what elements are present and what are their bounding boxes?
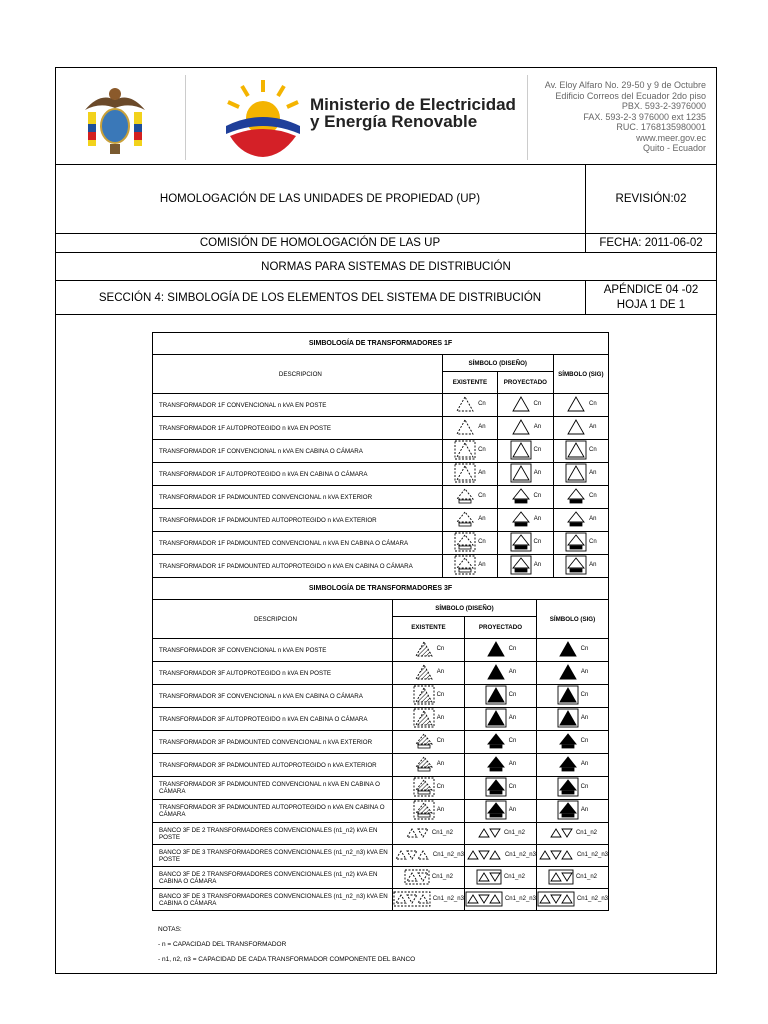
transformer-symbol-icon: [565, 417, 596, 437]
symbol-label: An: [589, 562, 597, 568]
table-row: [153, 555, 609, 578]
document-title: HOMOLOGACIÓN DE LAS UNIDADES DE PROPIEDAD (UP): [159, 193, 481, 205]
note-item: - n1, n2, n3 = CAPACIDAD DE CADA TRANSFORMADOR COMPONENTE DEL BANCO: [158, 956, 416, 963]
existing-symbol: [392, 662, 464, 685]
symbol-label: An: [589, 470, 597, 476]
symbol-label: An: [436, 807, 445, 813]
address-line: Av. Eloy Alfaro No. 29-50 y 9 de Octubre: [544, 80, 706, 90]
sig-symbol: [536, 845, 608, 867]
existing-symbol: [392, 639, 464, 662]
table-row: [153, 685, 609, 708]
symbol-label: An: [436, 715, 445, 721]
symbol-label: Cn: [589, 493, 597, 499]
symbol-label: Cn: [436, 738, 445, 744]
projected-symbol: [464, 889, 536, 911]
transformer-symbol-icon: [548, 825, 597, 841]
transformer-symbol-icon: [454, 440, 486, 460]
transformer-symbol-icon: [510, 394, 542, 414]
table-row: [153, 532, 609, 555]
projected-symbol: [464, 823, 536, 845]
row-description: TRANSFORMADOR 3F AUTOPROTEGIDO n kVA EN POSTE: [153, 662, 393, 685]
sig-symbol: [553, 486, 608, 509]
transformer-symbol-icon: [510, 532, 542, 552]
symbol-label: Cn: [436, 784, 445, 790]
symbol-label: An: [478, 424, 486, 430]
projected-symbol: [498, 417, 554, 440]
address-line: FAX. 593-2-3 976000 ext 1235: [583, 111, 706, 122]
transformer-symbol-icon: [485, 662, 516, 682]
symbol-label: An: [533, 516, 542, 522]
existing-symbol: [442, 463, 497, 486]
table-row: [153, 777, 609, 800]
transformer-symbol-icon: [565, 532, 597, 552]
symbol-label: Cn: [533, 493, 542, 499]
symbol-label: An: [533, 424, 542, 430]
table-row: [153, 708, 609, 731]
transformer-symbol-icon: [485, 777, 517, 797]
symbol-label: An: [508, 715, 517, 721]
projected-symbol: [464, 731, 536, 754]
transformer-symbol-icon: [537, 847, 608, 863]
projected-symbol: [464, 708, 536, 731]
table-3f: [152, 577, 609, 911]
transformer-symbol-icon: [565, 463, 596, 483]
transformer-symbol-icon: [510, 555, 541, 575]
transformer-symbol-icon: [454, 417, 485, 437]
sig-symbol: [536, 639, 608, 662]
row-description: BANCO 3F DE 2 TRANSFORMADORES CONVENCIONALES (n1_n2) kVA EN CABINA O CÁMARA: [153, 867, 393, 889]
projected-symbol: [464, 754, 536, 777]
symbol-label: An: [533, 470, 542, 476]
transformer-symbol-icon: [485, 685, 517, 705]
existing-symbol: [392, 823, 464, 845]
transformer-symbol-icon: [413, 708, 444, 728]
symbol-label: Cn1_n2: [503, 829, 525, 836]
symbol-label: An: [478, 562, 486, 568]
sig-symbol: [553, 394, 608, 417]
coat-of-arms-icon: [80, 82, 150, 157]
existing-symbol: [442, 555, 497, 578]
transformer-symbol-icon: [557, 662, 588, 682]
transformer-symbol-icon: [485, 708, 516, 728]
existing-symbol: [392, 685, 464, 708]
table-row: [153, 731, 609, 754]
col-sig: SÍMBOLO (SIG): [536, 600, 608, 639]
sig-symbol: [536, 662, 608, 685]
col-existing: EXISTENTE: [392, 617, 464, 639]
existing-symbol: [392, 708, 464, 731]
sig-symbol: [553, 509, 608, 532]
transformer-symbol-icon: [465, 891, 536, 907]
symbol-label: Cn1_n2_n3: [504, 851, 536, 858]
existing-symbol: [392, 845, 464, 867]
ministry-name: [310, 96, 516, 130]
table-row: [153, 509, 609, 532]
transformer-symbol-icon: [557, 731, 589, 751]
symbol-label: Cn: [478, 447, 486, 453]
projected-symbol: [464, 685, 536, 708]
transformer-symbol-icon: [393, 847, 464, 863]
symbol-label: An: [508, 669, 517, 675]
projected-symbol: [498, 486, 554, 509]
existing-symbol: [392, 867, 464, 889]
transformer-symbol-icon: [413, 639, 445, 659]
address-line: RUC. 1768135980001: [616, 122, 706, 132]
table-row: [153, 754, 609, 777]
symbol-label: Cn: [589, 539, 597, 545]
transformer-symbol-icon: [413, 777, 445, 797]
row-description: TRANSFORMADOR 3F PADMOUNTED AUTOPROTEGIDO n kVA EXTERIOR: [153, 754, 393, 777]
col-projected: PROYECTADO: [498, 372, 554, 394]
col-sig: SÍMBOLO (SIG): [553, 355, 608, 394]
symbol-label: Cn1_n2_n3: [432, 895, 464, 902]
col-existing: EXISTENTE: [442, 372, 497, 394]
transformer-symbol-icon: [565, 555, 596, 575]
transformer-symbol-icon: [485, 800, 516, 820]
sig-symbol: [536, 731, 608, 754]
table-row: [153, 867, 609, 889]
projected-symbol: [464, 639, 536, 662]
sig-symbol: [553, 417, 608, 440]
symbol-label: Cn: [508, 738, 517, 744]
address-line: PBX. 593-2-3976000: [621, 101, 706, 111]
existing-symbol: [442, 486, 497, 509]
symbol-label: Cn1_n2: [431, 873, 453, 880]
symbol-label: An: [436, 761, 445, 767]
row-description: TRANSFORMADOR 3F PADMOUNTED AUTOPROTEGIDO n kVA EN CABINA O CÁMARA: [153, 800, 393, 823]
symbol-label: Cn: [589, 447, 597, 453]
norms: NORMAS PARA SISTEMAS DE DISTRIBUCIÓN: [261, 260, 511, 273]
address-line: Edificio Correos del Ecuador 2do piso: [555, 90, 706, 101]
row-description: TRANSFORMADOR 3F PADMOUNTED CONVENCIONAL n kVA EXTERIOR: [153, 731, 393, 754]
existing-symbol: [442, 394, 497, 417]
projected-symbol: [464, 867, 536, 889]
transformer-symbol-icon: [557, 639, 589, 659]
address-block: [506, 80, 706, 154]
transformer-symbol-icon: [413, 685, 445, 705]
projected-symbol: [464, 777, 536, 800]
transformer-symbol-icon: [404, 825, 453, 841]
symbol-label: Cn: [478, 401, 486, 407]
symbol-label: An: [436, 669, 445, 675]
symbol-label: Cn: [478, 493, 486, 499]
revision: REVISIÓN:02: [615, 193, 687, 205]
symbol-label: Cn: [478, 539, 486, 545]
transformer-symbol-icon: [476, 825, 525, 841]
projected-symbol: [498, 440, 554, 463]
transformer-symbol-icon: [454, 463, 485, 483]
sig-symbol: [536, 754, 608, 777]
notes-title: NOTAS:: [158, 926, 182, 933]
symbol-label: Cn1_n2_n3: [576, 851, 608, 858]
transformer-symbol-icon: [557, 708, 588, 728]
symbol-label: Cn: [533, 447, 542, 453]
symbol-label: Cn1_n2: [575, 829, 597, 836]
existing-symbol: [392, 800, 464, 823]
table-row: [153, 800, 609, 823]
transformer-symbol-icon: [548, 869, 597, 885]
symbol-label: Cn1_n2: [431, 829, 453, 836]
symbol-label: An: [589, 424, 597, 430]
existing-symbol: [442, 417, 497, 440]
existing-symbol: [442, 532, 497, 555]
table-row: [153, 417, 609, 440]
table-row: [153, 889, 609, 911]
transformer-symbol-icon: [510, 509, 541, 529]
symbol-label: An: [580, 669, 589, 675]
commission: COMISIÓN DE HOMOLOGACIÓN DE LAS UP: [199, 237, 441, 249]
col-desc: DESCRIPCION: [153, 600, 393, 639]
address-line: www.meer.gov.ec: [636, 132, 706, 143]
transformer-symbol-icon: [557, 777, 589, 797]
symbol-label: An: [478, 470, 486, 476]
symbol-label: Cn: [436, 692, 445, 698]
transformer-symbol-icon: [485, 754, 516, 774]
transformer-symbol-icon: [393, 891, 464, 907]
symbol-label: Cn: [533, 539, 542, 545]
row-description: BANCO 3F DE 3 TRANSFORMADORES CONVENCIONALES (n1_n2_n3) kVA EN POSTE: [153, 845, 393, 867]
transformer-symbol-icon: [565, 486, 597, 506]
symbol-label: An: [589, 516, 597, 522]
sig-symbol: [553, 532, 608, 555]
transformer-symbol-icon: [413, 731, 445, 751]
row-description: TRANSFORMADOR 1F AUTOPROTEGIDO n kVA EN POSTE: [153, 417, 443, 440]
transformer-symbol-icon: [465, 847, 536, 863]
projected-symbol: [498, 509, 554, 532]
row-description: TRANSFORMADOR 1F PADMOUNTED AUTOPROTEGIDO n kVA EXTERIOR: [153, 509, 443, 532]
symbol-label: Cn1_n2: [503, 873, 525, 880]
col-design: SÍMBOLO (DISEÑO): [442, 355, 553, 372]
table-row: [153, 823, 609, 845]
projected-symbol: [464, 662, 536, 685]
symbol-label: Cn: [580, 784, 589, 790]
symbol-label: An: [580, 807, 589, 813]
table-title: SIMBOLOGÍA DE TRANSFORMADORES 1F: [153, 333, 609, 355]
table-row: [153, 394, 609, 417]
address-line: Quito - Ecuador: [642, 143, 706, 153]
table-row: [153, 463, 609, 486]
symbol-label: Cn: [436, 646, 445, 652]
transformer-symbol-icon: [510, 486, 542, 506]
col-projected: PROYECTADO: [464, 617, 536, 639]
symbol-label: An: [478, 516, 486, 522]
symbol-label: Cn: [533, 401, 542, 407]
table-row: [153, 639, 609, 662]
transformer-symbol-icon: [565, 440, 597, 460]
section-title: SECCIÓN 4: SIMBOLOGÍA DE LOS ELEMENTOS DEL SISTEMA DE DISTRIBUCIÓN: [98, 291, 542, 304]
symbol-label: Cn1_n2_n3: [576, 895, 608, 902]
sig-symbol: [536, 823, 608, 845]
projected-symbol: [498, 394, 554, 417]
existing-symbol: [392, 731, 464, 754]
table-row: [153, 486, 609, 509]
row-description: TRANSFORMADOR 3F AUTOPROTEGIDO n kVA EN CABINA O CÁMARA: [153, 708, 393, 731]
sig-symbol: [536, 867, 608, 889]
table-1f: [152, 332, 609, 578]
existing-symbol: [392, 754, 464, 777]
sig-symbol: [536, 708, 608, 731]
appendix-block: [586, 281, 716, 314]
transformer-symbol-icon: [485, 639, 517, 659]
transformer-symbol-icon: [454, 509, 485, 529]
symbol-label: Cn: [508, 692, 517, 698]
transformer-symbol-icon: [413, 754, 444, 774]
row-description: TRANSFORMADOR 1F CONVENCIONAL n kVA EN POSTE: [153, 394, 443, 417]
symbol-label: Cn: [580, 692, 589, 698]
projected-symbol: [498, 555, 554, 578]
col-desc: DESCRIPCION: [153, 355, 443, 394]
row-description: BANCO 3F DE 2 TRANSFORMADORES CONVENCIONALES (n1_n2) kVA EN POSTE: [153, 823, 393, 845]
projected-symbol: [464, 845, 536, 867]
sig-symbol: [536, 777, 608, 800]
symbol-label: An: [533, 562, 542, 568]
symbol-label: Cn1_n2: [575, 873, 597, 880]
symbol-label: An: [508, 761, 517, 767]
transformer-symbol-icon: [557, 754, 588, 774]
table-title: SIMBOLOGÍA DE TRANSFORMADORES 3F: [153, 578, 609, 600]
col-design: SÍMBOLO (DISEÑO): [392, 600, 536, 617]
table-row: [153, 845, 609, 867]
symbol-label: An: [508, 807, 517, 813]
row-description: TRANSFORMADOR 1F AUTOPROTEGIDO n kVA EN CABINA O CÁMARA: [153, 463, 443, 486]
row-description: BANCO 3F DE 3 TRANSFORMADORES CONVENCIONALES (n1_n2_n3) kVA EN CABINA O CÁMARA: [153, 889, 393, 911]
transformer-symbol-icon: [476, 869, 525, 885]
note-item: - n = CAPACIDAD DEL TRANSFORMADOR: [158, 941, 287, 948]
symbol-label: An: [580, 761, 589, 767]
existing-symbol: [392, 889, 464, 911]
projected-symbol: [464, 800, 536, 823]
symbol-label: An: [580, 715, 589, 721]
transformer-symbol-icon: [565, 509, 596, 529]
row-description: TRANSFORMADOR 1F PADMOUNTED CONVENCIONAL n kVA EXTERIOR: [153, 486, 443, 509]
sig-symbol: [553, 555, 608, 578]
table-row: [153, 662, 609, 685]
row-description: TRANSFORMADOR 1F PADMOUNTED AUTOPROTEGIDO n kVA EN CABINA O CÁMARA: [153, 555, 443, 578]
existing-symbol: [392, 777, 464, 800]
symbol-label: Cn1_n2_n3: [504, 895, 536, 902]
symbol-label: Cn: [580, 646, 589, 652]
transformer-symbol-icon: [413, 800, 444, 820]
projected-symbol: [498, 532, 554, 555]
ministry-line1: Ministerio de Electricidad: [310, 95, 516, 114]
sig-symbol: [536, 889, 608, 911]
transformer-symbol-icon: [454, 532, 486, 552]
notes: [158, 922, 415, 967]
row-description: TRANSFORMADOR 1F PADMOUNTED CONVENCIONAL n kVA EN CABINA O CÁMARA: [153, 532, 443, 555]
sig-symbol: [553, 440, 608, 463]
transformer-symbol-icon: [454, 555, 485, 575]
transformer-symbol-icon: [454, 486, 486, 506]
sig-symbol: [536, 685, 608, 708]
symbol-label: Cn: [589, 401, 597, 407]
symbol-label: Cn1_n2_n3: [432, 851, 464, 858]
transformer-symbol-icon: [510, 417, 541, 437]
table-row: [153, 440, 609, 463]
sig-symbol: [536, 800, 608, 823]
sig-symbol: [553, 463, 608, 486]
ministry-logo-icon: [222, 78, 304, 160]
transformer-symbol-icon: [557, 685, 589, 705]
symbol-label: Cn: [508, 646, 517, 652]
symbol-label: Cn: [580, 738, 589, 744]
row-description: TRANSFORMADOR 1F CONVENCIONAL n kVA EN CABINA O CÁMARA: [153, 440, 443, 463]
transformer-symbol-icon: [510, 463, 541, 483]
projected-symbol: [498, 463, 554, 486]
existing-symbol: [442, 509, 497, 532]
transformer-symbol-icon: [565, 394, 597, 414]
transformer-symbol-icon: [537, 891, 608, 907]
transformer-symbol-icon: [557, 800, 588, 820]
row-description: TRANSFORMADOR 3F PADMOUNTED CONVENCIONAL n kVA EN CABINA O CÁMARA: [153, 777, 393, 800]
row-description: TRANSFORMADOR 3F CONVENCIONAL n kVA EN CABINA O CÁMARA: [153, 685, 393, 708]
transformer-symbol-icon: [413, 662, 444, 682]
appendix: APÉNDICE 04 -02: [603, 283, 699, 296]
symbol-label: Cn: [508, 784, 517, 790]
transformer-symbol-icon: [510, 440, 542, 460]
existing-symbol: [442, 440, 497, 463]
page-number: HOJA 1 DE 1: [616, 298, 686, 311]
row-description: TRANSFORMADOR 3F CONVENCIONAL n kVA EN POSTE: [153, 639, 393, 662]
transformer-symbol-icon: [404, 869, 453, 885]
transformer-symbol-icon: [485, 731, 517, 751]
ministry-line2: y Energía Renovable: [310, 112, 478, 131]
transformer-symbol-icon: [454, 394, 486, 414]
date: FECHA: 2011-06-02: [599, 237, 703, 249]
